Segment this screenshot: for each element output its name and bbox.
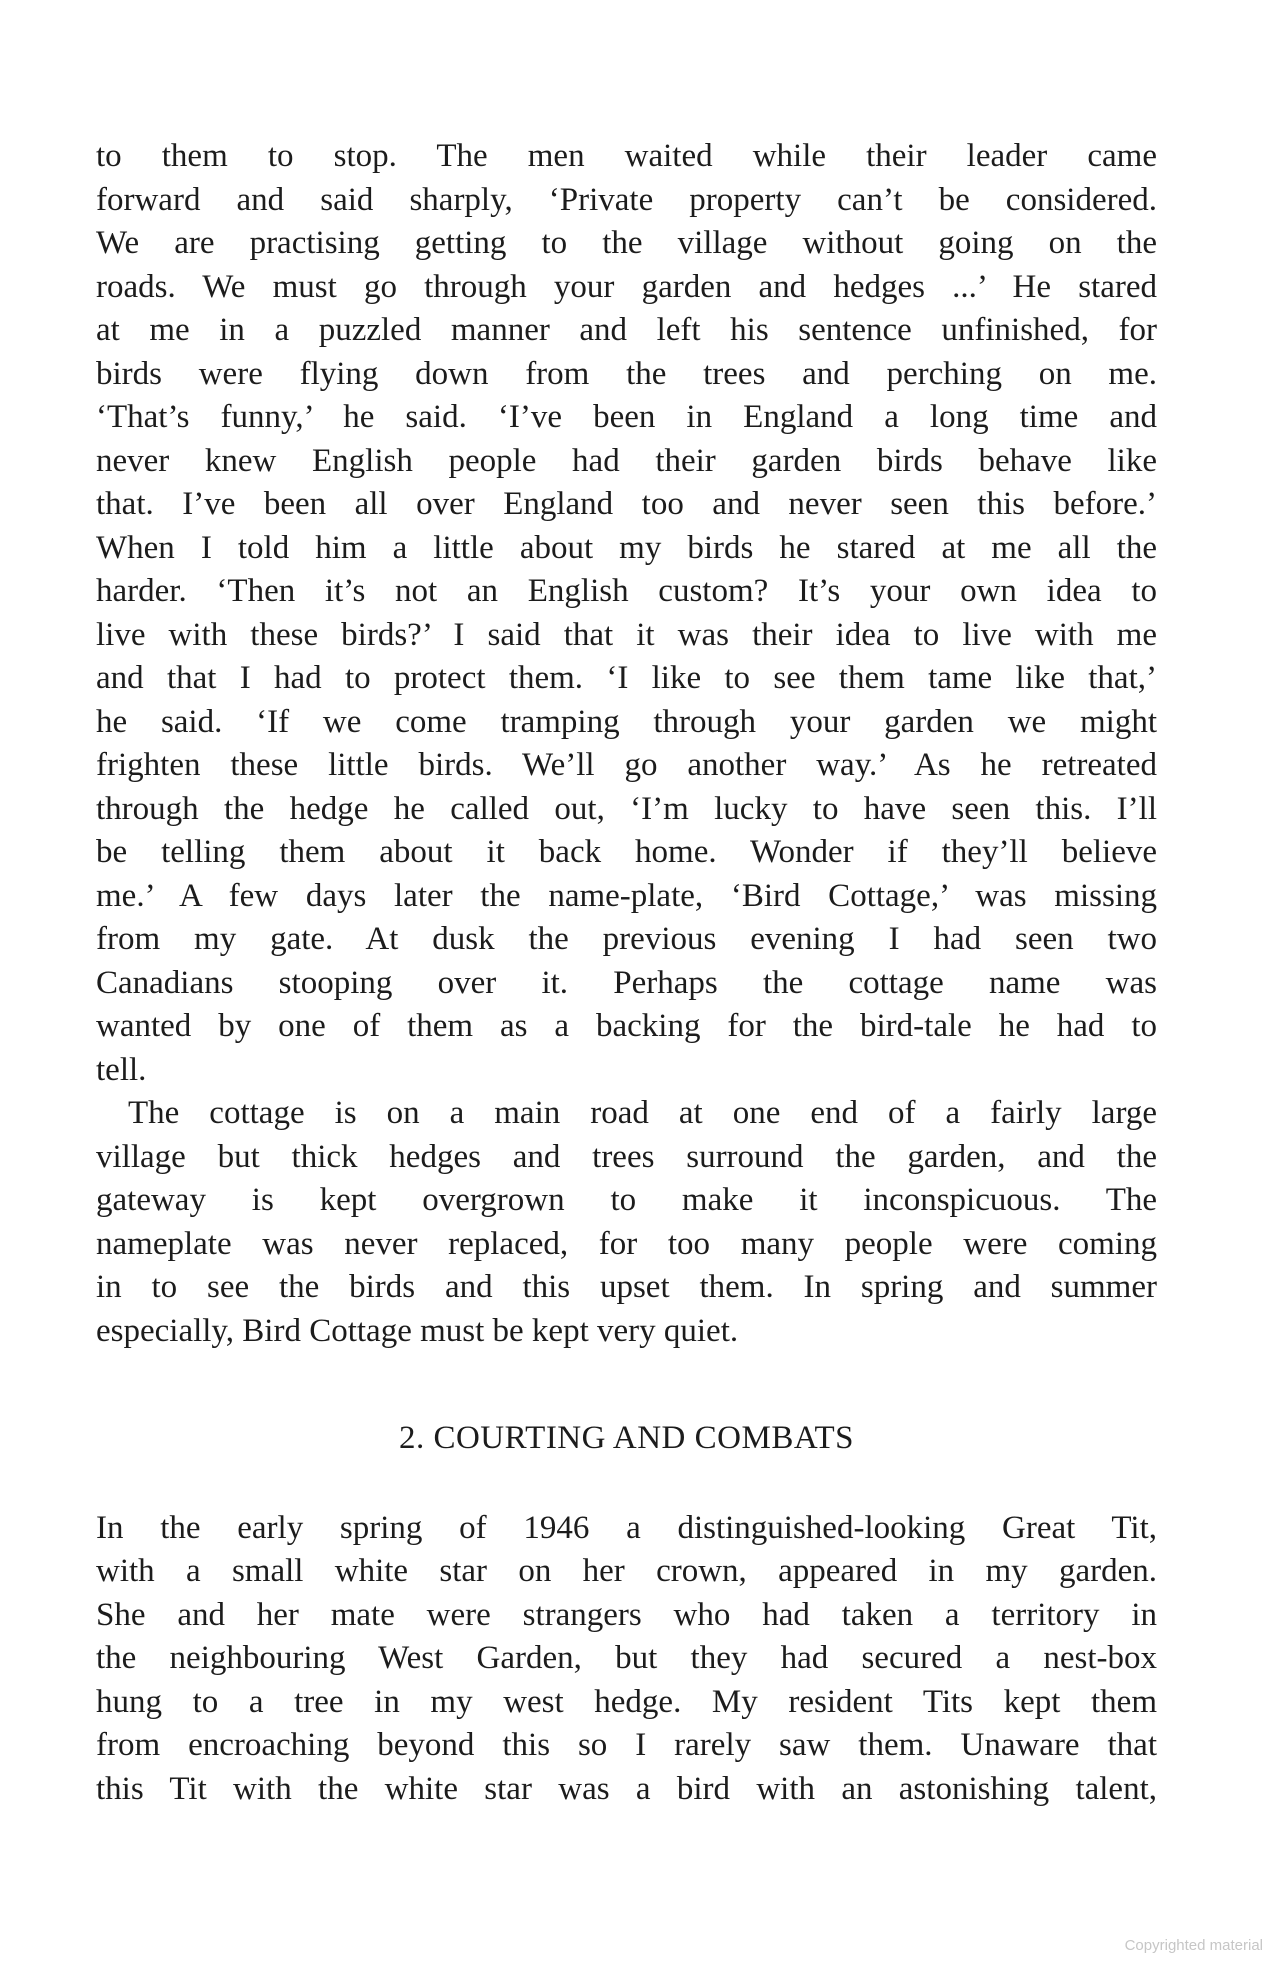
text-line: birds were flying down from the trees and perching on me. (96, 355, 1157, 392)
text-line: from encroaching beyond this so I rarely saw them. Unaware that (96, 1727, 1157, 1763)
chapter-heading: 2. COURTING AND COMBATS (398, 1420, 855, 1456)
text-line: he said. ‘If we come tramping through your garden we might (96, 703, 1157, 740)
text-line: In the early spring of 1946 a distinguished-looking Great Tit, (96, 1509, 1157, 1546)
text-line: wanted by one of them as a backing for the bird-tale he had to (96, 1008, 1157, 1044)
text-line: roads. We must go through your garden and hedges ...’ He stared (96, 268, 1157, 305)
paragraph-chapter-opening (96, 1507, 1157, 1812)
text-line: this Tit with the white star was a bird with an astonishing talent, (96, 1770, 1157, 1807)
text-line: She and her mate were strangers who had taken a territory in (96, 1596, 1157, 1633)
text-line: through the hedge he called out, ‘I’m lucky to have seen this. I’ll (96, 790, 1157, 827)
text-line: the neighbouring West Garden, but they had secured a nest-box (96, 1640, 1157, 1676)
paragraph-cottage (96, 1092, 1157, 1353)
text-line: Canadians stooping over it. Perhaps the cottage name was (96, 964, 1157, 1001)
text-line: that. I’ve been all over England too and never seen this before.’ (96, 486, 1157, 522)
text-line: village but thick hedges and trees surround the garden, and the (96, 1138, 1157, 1175)
text-line: We are practising getting to the village without going on the (96, 225, 1157, 261)
text-line: tell. (96, 1051, 147, 1088)
text-line: never knew English people had their garden birds behave like (96, 442, 1157, 479)
text-line: When I told him a little about my birds he stared at me all the (96, 529, 1157, 566)
text-line: with a small white star on her crown, appeared in my garden. (96, 1553, 1157, 1589)
page-text-column (96, 135, 1157, 1811)
text-line: ‘That’s funny,’ he said. ‘I’ve been in England a long time and (96, 399, 1157, 435)
text-line: from my gate. At dusk the previous evening I had seen two (96, 921, 1157, 957)
text-line: forward and said sharply, ‘Private property can’t be considered. (96, 181, 1157, 218)
paragraph-continuation (96, 135, 1157, 1092)
text-line: gateway is kept overgrown to make it inconspicuous. The (96, 1182, 1157, 1218)
text-line: hung to a tree in my west hedge. My resident Tits kept them (96, 1683, 1157, 1720)
text-line: to them to stop. The men waited while their leader came (96, 138, 1157, 174)
text-line: me.’ A few days later the name-plate, ‘Bird Cottage,’ was missing (96, 877, 1157, 914)
text-line: nameplate was never replaced, for too many people were coming (96, 1225, 1157, 1262)
text-line: The cottage is on a main road at one end of a fairly large (128, 1095, 1157, 1131)
text-line: especially, Bird Cottage must be kept very quiet. (96, 1312, 739, 1349)
text-line: in to see the birds and this upset them. In spring and summer (96, 1269, 1157, 1305)
copyright-watermark: Copyrighted material (1124, 1937, 1263, 1954)
text-line: harder. ‘Then it’s not an English custom? It’s your own idea to (96, 573, 1157, 609)
text-line: at me in a puzzled manner and left his sentence unfinished, for (96, 312, 1157, 348)
text-line: be telling them about it back home. Wonder if they’ll believe (96, 834, 1157, 870)
text-line: live with these birds?’ I said that it was their idea to live with me (96, 616, 1157, 653)
text-line: and that I had to protect them. ‘I like to see them tame like that,’ (96, 660, 1157, 696)
text-line: frighten these little birds. We’ll go another way.’ As he retreated (96, 747, 1157, 783)
